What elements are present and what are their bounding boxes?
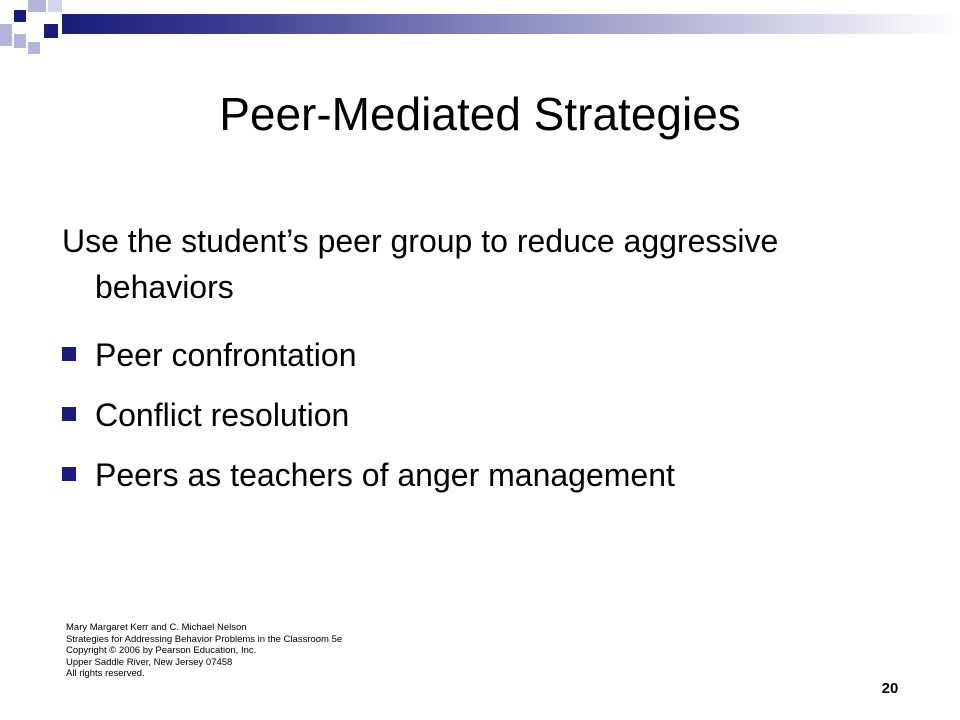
corner-square-light-2	[0, 24, 12, 46]
header-gradient-bar	[62, 14, 960, 34]
bullet-list	[62, 332, 675, 512]
bullet-item	[62, 392, 675, 452]
copyright-footer	[66, 622, 342, 680]
footer-line: Upper Saddle River, New Jersey 07458	[66, 656, 233, 668]
corner-square-light-3	[14, 34, 26, 48]
page-number: 20	[881, 680, 899, 697]
square-bullet-icon	[62, 347, 76, 361]
corner-square-dark	[14, 10, 26, 22]
bullet-text: Peers as teachers of anger management	[95, 457, 675, 493]
footer-line: Mary Margaret Kerr and C. Michael Nelson	[66, 622, 247, 633]
square-bullet-icon	[62, 407, 76, 421]
square-bullet-icon	[62, 467, 76, 481]
footer-line: Strategies for Addressing Behavior Problems in the Classroom 5e	[66, 633, 343, 645]
intro-text: Use the student’s peer group to reduce aggressive behaviors	[62, 223, 779, 305]
corner-square-light	[28, 0, 46, 12]
bullet-item	[62, 452, 675, 512]
bullet-item	[62, 332, 675, 392]
corner-square-pale	[48, 0, 62, 12]
footer-line: All rights reserved.	[66, 668, 145, 679]
corner-square-light-4	[28, 42, 40, 54]
slide-title: Peer-Mediated Strategies	[219, 88, 741, 140]
bullet-text: Peer confrontation	[95, 337, 357, 373]
bullet-text: Conflict resolution	[95, 397, 350, 433]
corner-square-dark-2	[44, 24, 58, 38]
footer-line: Copyright © 2006 by Pearson Education, Inc.	[66, 645, 257, 656]
